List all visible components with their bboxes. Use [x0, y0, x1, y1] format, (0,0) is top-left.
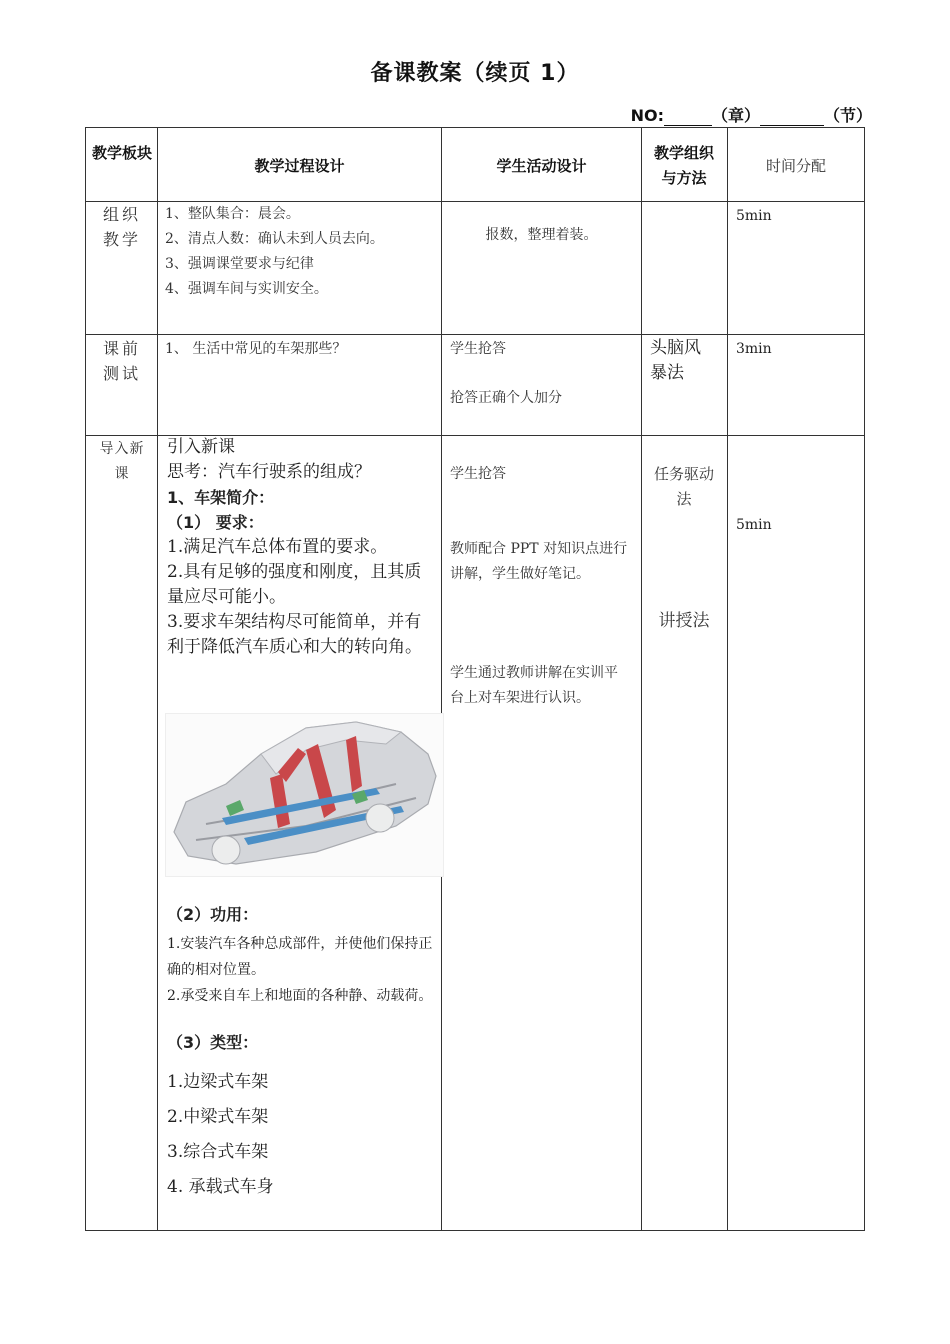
list-item: 3、强调课堂要求与纪律	[165, 256, 314, 272]
chapter-label: （章）	[711, 106, 760, 125]
row3-student-2: 教师配合 PPT 对知识点进行讲解，学生做好笔记。	[450, 541, 628, 582]
function-title: （2）功用：	[167, 905, 259, 924]
section-label: （节）	[823, 106, 872, 125]
header-time: 时间分配	[765, 157, 826, 175]
row2-time: 3min	[736, 341, 772, 357]
row2-student-2: 抢答正确个人加分	[450, 390, 562, 406]
list-item: 1、整队集合：晨会。	[165, 206, 300, 222]
intro-text: 引入新课	[167, 437, 235, 457]
row3-label: 导入新课	[99, 441, 145, 482]
list-item: 4. 承载式车身	[167, 1177, 274, 1197]
row2-label: 课前测试	[102, 339, 141, 383]
list-item: 2.承受来自车上和地面的各种静、动载荷。	[167, 988, 433, 1004]
type-list	[167, 1065, 437, 1205]
list-item: 4、强调车间与实训安全。	[165, 281, 328, 297]
list-item: 3.要求车架结构尽可能简单，并有利于降低汽车质心和大的转向角。	[167, 612, 422, 657]
row3-process-top	[167, 435, 437, 660]
list-item: 1.满足汽车总体布置的要求。	[167, 537, 388, 557]
row3-time: 5min	[736, 517, 772, 533]
list-item: 3.综合式车架	[167, 1142, 269, 1162]
row3-method-2: 讲授法	[658, 611, 710, 631]
header-module: 教学板块	[92, 144, 153, 162]
type-title: （3）类型：	[167, 1033, 259, 1052]
list-item: 1.边梁式车架	[167, 1072, 269, 1092]
section-heading: 1、车架简介：	[167, 488, 275, 507]
list-item: 1.安装汽车各种总成部件，并使他们保持正确的相对位置。	[167, 936, 433, 978]
row3-student-1: 学生抢答	[450, 466, 506, 482]
row2-process: 1、 生活中常见的车架那些？	[165, 341, 347, 357]
chapter-blank	[664, 109, 712, 126]
row3-method-1: 任务驱动法	[653, 465, 714, 508]
requirements-title: （1） 要求：	[167, 513, 264, 532]
row2-student-1: 学生抢答	[450, 341, 506, 357]
header-method: 教学组织与方法	[653, 144, 714, 187]
row1-label: 组织教学	[102, 205, 141, 249]
car-frame-image	[165, 713, 444, 877]
section-blank	[760, 109, 824, 126]
no-prefix: NO:	[630, 106, 664, 125]
list-item: 2.具有足够的强度和刚度，且其质量应尽可能小。	[167, 562, 422, 607]
function-list	[167, 931, 439, 1009]
list-item: 2、清点人数：确认未到人员去向。	[165, 231, 384, 247]
row1-process	[165, 202, 437, 302]
row1-student: 报数，整理着装。	[485, 227, 598, 243]
row2-method: 头脑风暴法	[650, 338, 701, 383]
car-frame-illustration	[166, 714, 443, 876]
header-process: 教学过程设计	[254, 157, 345, 175]
row3-student-3: 学生通过教师讲解在实训平台上对车架进行认识。	[450, 665, 618, 706]
list-item: 2.中梁式车架	[167, 1107, 269, 1127]
number-line	[631, 103, 872, 126]
think-text: 思考：汽车行驶系的组成？	[167, 462, 371, 482]
header-student: 学生活动设计	[496, 157, 587, 175]
page-title: 备课教案（续页 1）	[370, 61, 580, 86]
row1-time: 5min	[736, 208, 772, 224]
